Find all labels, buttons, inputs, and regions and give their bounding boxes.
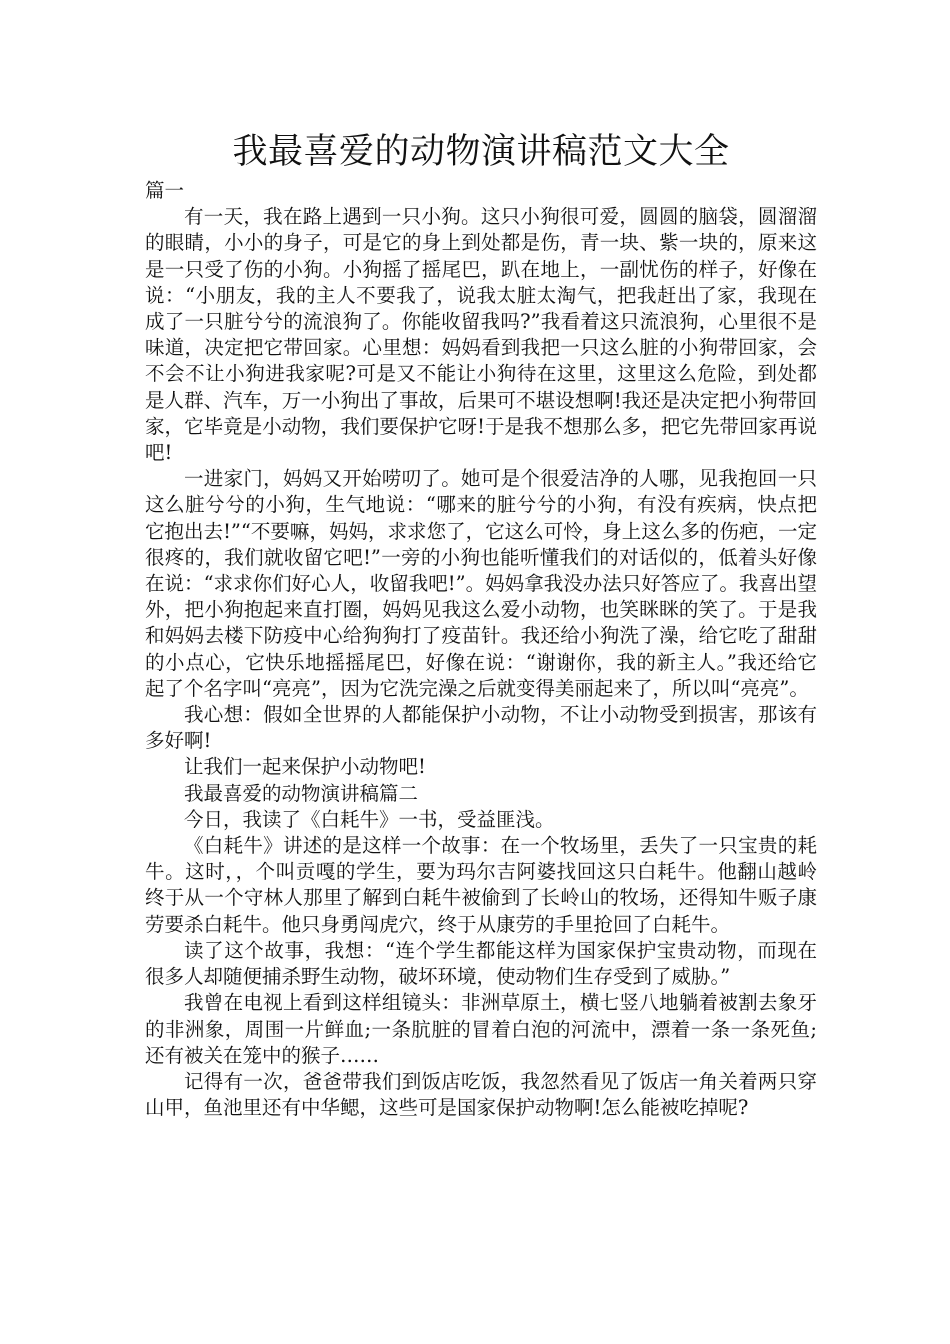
document-title: 我最喜爱的动物演讲稿范文大全 bbox=[232, 132, 730, 172]
paragraph: 有一天，我在路上遇到一只小狗。这只小狗很可爱，圆圆的脑袋，圆溜溜的眼睛，小小的身子，可是它的身上到处都是伤，青一块、紫一块的，原来这是一只受了伤的小狗。小狗摇了摇尾巴，趴在地上，一副忧伤的样子，好像在说：“小朋友，我的主人不要我了，说我太脏太淘气，把我赶出了家，我现在成了一只脏兮兮的流浪狗了。你能收留我吗?”我看着这只流浪狗，心里很不是味道，决定把它带回家。心里想：妈妈看到我把一只这么脏的小狗带回家，会不会不让小狗进我家呢?可是又不能让小狗待在这里，这里这么危险，到处都是人群、汽车，万一小狗出了事故，后果可不堪设想啊!我还是决定把小狗带回家，它毕竟是小动物，我们要保护它呀!于是我不想那么多，把它先带回家再说吧! bbox=[145, 205, 817, 465]
paragraph: 读了这个故事，我想：“连个学生都能这样为国家保护宝贵动物，而现在很多人却随便捕杀野生动物，破坏环境，使动物们生存受到了威胁。” bbox=[145, 938, 817, 989]
paragraph: 《白耗牛》讲述的是这样一个故事：在一个牧场里，丢失了一只宝贵的耗牛。这时，，个叫贡嘎的学生，要为玛尔吉阿婆找回这只白耗牛。他翻山越岭终于从一个守林人那里了解到白耗牛被偷到了长岭山的牧场，还得知牛贩子康劳要杀白耗牛。他只身勇闯虎穴，终于从康劳的手里抢回了白耗牛。 bbox=[145, 834, 817, 936]
section-label: 篇一 bbox=[145, 179, 185, 202]
paragraph: 我曾在电视上看到这样组镜头：非洲草原土，横七竖八地躺着被割去象牙的非洲象，周围一片鲜血;一条肮脏的冒着白泡的河流中，漂着一条一条死鱼;还有被关在笼中的猴子…… bbox=[145, 991, 817, 1067]
document-page bbox=[145, 128, 817, 1121]
paragraph: 记得有一次，爸爸带我们到饭店吃饭，我忽然看见了饭店一角关着两只穿山甲，鱼池里还有中华鳃，这些可是国家保护动物啊!怎么能被吃掉呢? bbox=[145, 1069, 817, 1120]
paragraph: 我心想：假如全世界的人都能保护小动物，不让小动物受到损害，那该有多好啊! bbox=[145, 703, 817, 753]
paragraph: 一进家门，妈妈又开始唠叨了。她可是个很爱洁净的人哪，见我抱回一只这么脏兮兮的小狗，生气地说：“哪来的脏兮兮的小狗，有没有疾病，快点把它抱出去!”“不要嘛，妈妈，求求您了，它这么可怜，身上这么多的伤疤，一定很疼的，我们就收留它吧!”一旁的小狗也能听懂我们的对话似的，低着头好像在说：“求求你们好心人，收留我吧!”。妈妈拿我没办法只好答应了。我喜出望外，把小狗抱起来直打圈，妈妈见我这么爱小动物，也笑眯眯的笑了。于是我和妈妈去楼下防疫中心给狗狗打了疫苗针。我还给小狗洗了澡，给它吃了甜甜的小点心，它快乐地摇摇尾巴，好像在说：“谢谢你，我的新主人。”我还给它起了个名字叫“亮亮”，因为它洗完澡之后就变得美丽起来了，所以叫“亮亮”。 bbox=[145, 467, 817, 700]
paragraph: 今日，我读了《白耗牛》一书，受益匪浅。 bbox=[184, 807, 555, 831]
section-heading: 我最喜爱的动物演讲稿篇二 bbox=[184, 781, 419, 805]
paragraph: 让我们一起来保护小动物吧! bbox=[184, 755, 426, 779]
